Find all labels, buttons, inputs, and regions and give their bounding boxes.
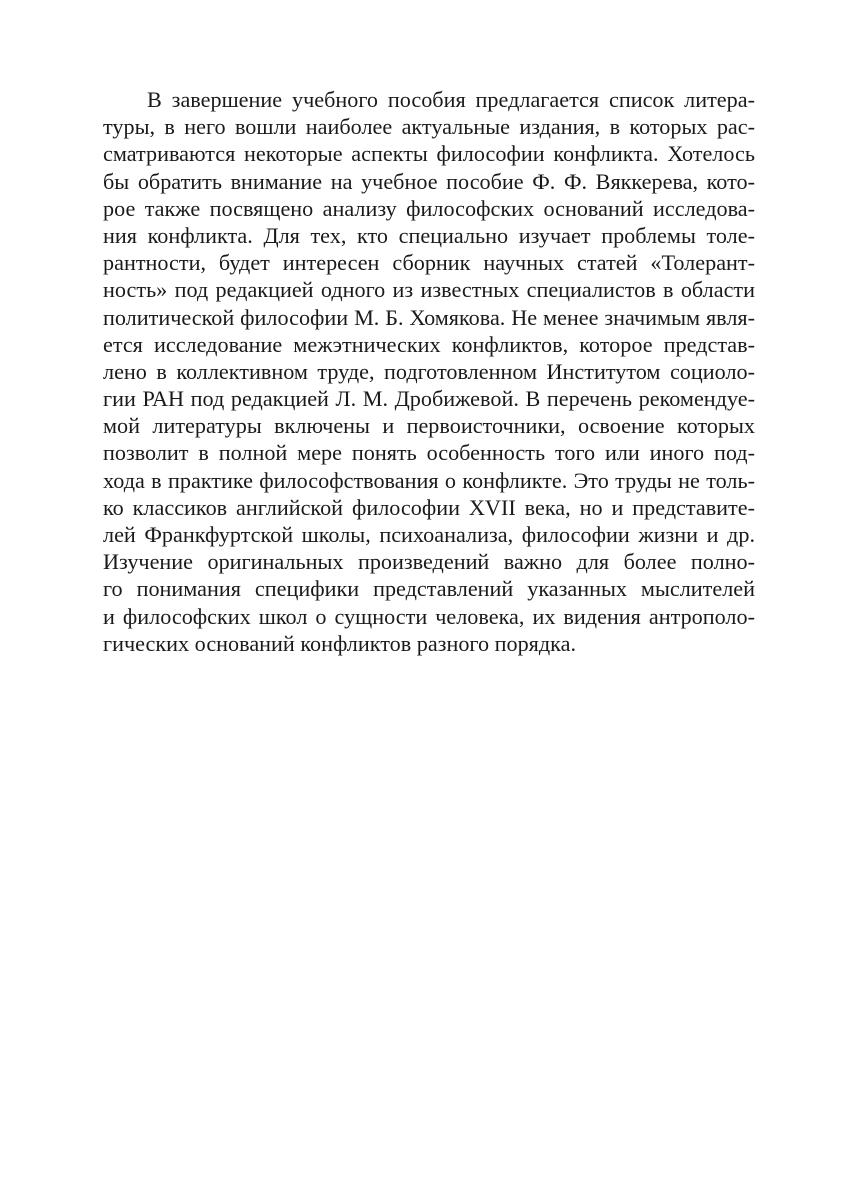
paragraph-line: ко классиков английской философии XVII века, но и представите- — [103, 494, 755, 520]
paragraph-line: рое также посвящено анализу философских оснований исследова- — [103, 195, 755, 221]
paragraph-line: политической философии М. Б. Хомякова. Не менее значимым явля- — [103, 304, 755, 330]
paragraph-line: ния конфликта. Для тех, кто специально изучает проблемы толе- — [103, 222, 755, 248]
paragraph-line: ется исследование межэтнических конфликтов, которое представ- — [103, 331, 755, 357]
paragraph-line: хода в практике философствования о конфликте. Это труды не толь- — [103, 467, 755, 493]
paragraph-line: мой литературы включены и первоисточники, освоение которых — [103, 413, 755, 439]
paragraph-line: лей Франкфуртской школы, психоанализа, философии жизни и др. — [103, 522, 755, 547]
paragraph-line: гии РАН под редакцией Л. М. Дробижевой. В перечень рекомендуе- — [103, 386, 755, 412]
paragraph-line: Изучение оригинальных произведений важно для более полно- — [103, 549, 755, 575]
paragraph-line: В завершение учебного пособия предлагается список литера- — [147, 87, 755, 112]
paragraph-line: бы обратить внимание на учебное пособие Ф. Ф. Вяккерева, кото- — [103, 168, 755, 194]
body-paragraph — [103, 86, 755, 657]
paragraph-line: лено в коллективном труде, подготовленном Институтом социоло- — [103, 358, 755, 384]
paragraph-line: гических оснований конфликтов разного порядка. — [103, 630, 576, 656]
paragraph-line: туры, в него вошли наиболее актуальные издания, в которых рас- — [103, 114, 755, 140]
paragraph-line: сматриваются некоторые аспекты философии конфликта. Хотелось — [103, 141, 755, 167]
paragraph-line: и философских школ о сущности человека, их видения антрополо- — [103, 603, 755, 629]
paragraph-line: позволит в полной мере понять особенность того или иного под- — [103, 440, 755, 466]
paragraph-line: рантности, будет интересен сборник научных статей «Толерант- — [103, 250, 755, 276]
paragraph-line: го понимания специфики представлений указанных мыслителей — [103, 576, 755, 602]
paragraph-line: ность» под редакцией одного из известных специалистов в области — [103, 277, 755, 303]
